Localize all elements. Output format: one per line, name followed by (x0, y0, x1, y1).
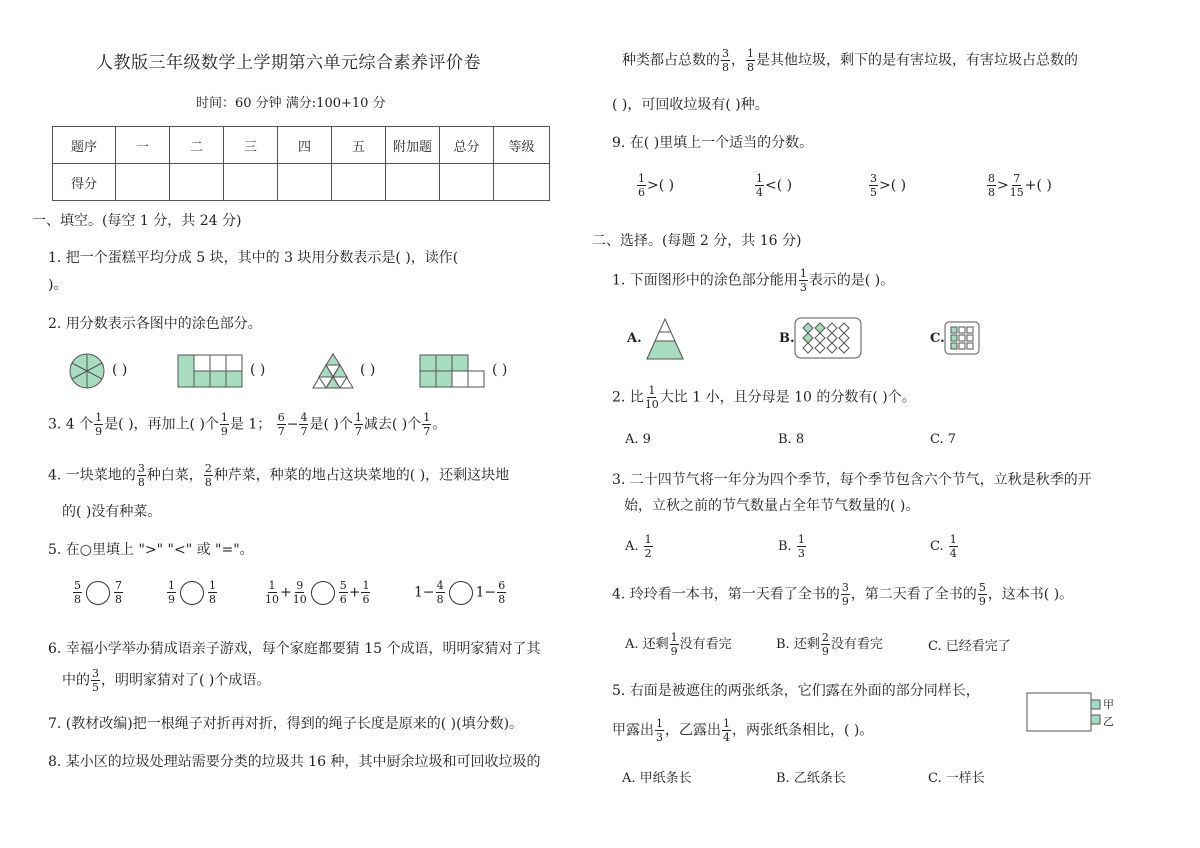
score-header-cell: 总分 (440, 127, 494, 164)
score-cell[interactable] (170, 164, 224, 201)
s2-question-5-line2: 甲露出 $\frac{1}{3}$ ，乙露出 $\frac{1}{4}$ ，两张纸条相比，( )。 (612, 717, 874, 744)
option-a[interactable]: A. $\frac{1}{2}$ (625, 533, 652, 560)
s2-question-1: 1. 下面图形中的涂色部分能用 $\frac{1}{3}$ 表示的是( )。 (612, 267, 895, 294)
s2-question-3-line1: 3. 二十四节气将一年分为四个季节，每个季节包含六个节气，立秋是秋季的开 (612, 472, 1092, 488)
s2-question-3-line2: 始，立秋之前的节气数量占全年节气数量的( )。 (624, 498, 920, 514)
option-c[interactable]: C. $\frac{1}{4}$ (930, 533, 957, 560)
answer-blank[interactable]: ( ) (492, 362, 508, 378)
shaded-stair-grid-figure (419, 354, 485, 388)
question-5: 5. 在○里填上 ">" "<" 或 "="。 (48, 542, 254, 558)
shaded-circle-figure (68, 352, 108, 392)
option-b[interactable]: B. 乙纸条长 (776, 771, 846, 786)
q9-item-2: $\frac{1}{4}$ <( ) (756, 172, 793, 199)
question-6-line1: 6. 幸福小学举办猜成语亲子游戏，每个家庭都要猜 15 个成语，明明家猜对了其 (48, 641, 541, 657)
s2-question-2: 2. 比 $\frac{1}{10}$ 大比 1 小，且分母是 10 的分数有( )个。 (612, 384, 916, 411)
option-a[interactable]: A. 甲纸条长 (622, 771, 692, 786)
q9-item-3: $\frac{3}{5}$ >( ) (870, 172, 907, 199)
option-b-label: B. (779, 331, 795, 346)
score-header-cell: 题序 (53, 127, 116, 164)
score-table (52, 126, 550, 201)
score-header-cell: 二 (170, 127, 224, 164)
shaded-triangle-figure (311, 352, 355, 390)
compare-item-4: 1− $\frac{4}{8}$ 1− $\frac{6}{8}$ (414, 579, 506, 606)
compare-circle[interactable] (180, 581, 204, 605)
question-8-line2: 种类都占总数的 $\frac{3}{8}$ ， $\frac{1}{8}$ 是其他垃圾，剩下的是有害垃圾，有害垃圾占总数的 (622, 47, 1078, 74)
score-header-cell: 一 (116, 127, 170, 164)
option-a-label: A. (627, 331, 642, 346)
fraction-1-9: $\frac{1}{9}$ (95, 411, 103, 438)
question-1-line2: )。 (48, 277, 68, 293)
question-6-line2: 中的 $\frac{3}{5}$ ，明明家猜对了( )个成语。 (62, 667, 271, 694)
strip-label-jia: 甲 (1103, 698, 1114, 711)
option-b[interactable]: B. 8 (778, 432, 805, 447)
section2-heading: 二、选择。(每题 2 分，共 16 分) (592, 233, 802, 249)
score-cell[interactable] (332, 164, 386, 201)
score-table-row (53, 164, 550, 201)
option-c-label: C. (930, 331, 945, 346)
score-row-label: 得分 (53, 164, 116, 201)
question-8-line1: 8. 某小区的垃圾处理站需要分类的垃圾共 16 种，其中厨余垃圾和可回收垃圾的 (48, 754, 541, 770)
question-4-line1: 4. 一块菜地的 $\frac{3}{8}$ 种白菜， $\frac{2}{8}$ 种芹菜，种菜的地占这块菜地的( )，还剩这块地 (48, 462, 510, 489)
square-grid-figure (944, 321, 980, 355)
answer-blank[interactable]: ( ) (112, 362, 128, 378)
q9-item-1: $\frac{1}{6}$ >( ) (638, 172, 675, 199)
score-header-cell: 五 (332, 127, 386, 164)
score-cell[interactable] (440, 164, 494, 201)
diamond-grid-figure (794, 317, 862, 359)
strip-label-yi: 乙 (1103, 715, 1114, 728)
page-subtitle: 时间：60 分钟 满分:100+10 分 (196, 96, 386, 111)
option-c[interactable]: C. 一样长 (928, 771, 985, 786)
answer-blank[interactable]: ( ) (360, 362, 376, 378)
compare-circle[interactable] (449, 581, 473, 605)
answer-blank[interactable]: ( ) (250, 362, 266, 378)
score-cell[interactable] (494, 164, 550, 201)
question-2: 2. 用分数表示各图中的涂色部分。 (48, 316, 262, 332)
shaded-rectangle-grid-figure (177, 354, 243, 388)
score-header-cell: 等级 (494, 127, 550, 164)
question-1-line1: 1. 把一个蛋糕平均分成 5 块，其中的 3 块用分数表示是( )，读作( (48, 250, 459, 266)
section1-heading: 一、填空。(每空 1 分，共 24 分) (32, 213, 242, 229)
shaded-pyramid-figure (645, 317, 685, 361)
option-c[interactable]: C. 已经看完了 (928, 639, 1011, 654)
score-header-cell: 三 (224, 127, 278, 164)
question-8-line3: ( )，可回收垃圾有( )种。 (612, 97, 769, 113)
option-a[interactable]: A. 9 (625, 432, 651, 447)
compare-item-1: $\frac{5}{8}$ $\frac{7}{8}$ (74, 579, 122, 606)
compare-item-3: $\frac{1}{10}$ + $\frac{9}{10}$ $\frac{5}{6}$ + $\frac{1}{6}$ (265, 579, 370, 606)
compare-item-2: $\frac{1}{9}$ $\frac{1}{8}$ (168, 579, 216, 606)
score-cell[interactable] (278, 164, 332, 201)
question-9: 9. 在( )里填上一个适当的分数。 (612, 135, 814, 151)
compare-circle[interactable] (311, 581, 335, 605)
s2-question-4: 4. 玲玲看一本书，第一天看了全书的 $\frac{3}{9}$ ，第二天看了全书的 $\frac{5}{9}$ ，这本书( )。 (612, 581, 1074, 608)
compare-circle[interactable] (86, 581, 110, 605)
option-b[interactable]: B. 还剩 $\frac{2}{9}$ 没有看完 (776, 631, 883, 658)
question-7: 7. (教材改编)把一根绳子对折再对折，得到的绳子长度是原来的( )(填分数)。 (48, 716, 524, 732)
s2-question-5-line1: 5. 右面是被遮住的两张纸条，它们露在外面的部分同样长， (612, 683, 980, 699)
option-a[interactable]: A. 还剩 $\frac{1}{9}$ 没有看完 (625, 631, 732, 658)
q9-item-4: $\frac{8}{8}$ > $\frac{7}{15}$ +( ) (988, 172, 1052, 199)
question-3: 3. 4 个 $\frac{1}{9}$ 是( )，再加上( )个 $\frac{1}{9}$ 是 1； $\frac{6}{7}$ − $\frac{4}{7}$ 是( )个 $\frac{1}{7}$ 减去( )个 $\frac{1}{7}$ 。 (48, 411, 447, 438)
score-cell[interactable] (116, 164, 170, 201)
score-header-cell: 附加题 (386, 127, 440, 164)
option-b[interactable]: B. $\frac{1}{3}$ (778, 533, 805, 560)
score-cell[interactable] (386, 164, 440, 201)
page-title: 人教版三年级数学上学期第六单元综合素养评价卷 (96, 53, 481, 73)
option-c[interactable]: C. 7 (930, 432, 957, 447)
score-table-header-row (53, 127, 550, 164)
question-4-line2: 的( )没有种菜。 (62, 504, 162, 520)
paper-strips-figure (1026, 692, 1102, 734)
score-header-cell: 四 (278, 127, 332, 164)
score-cell[interactable] (224, 164, 278, 201)
